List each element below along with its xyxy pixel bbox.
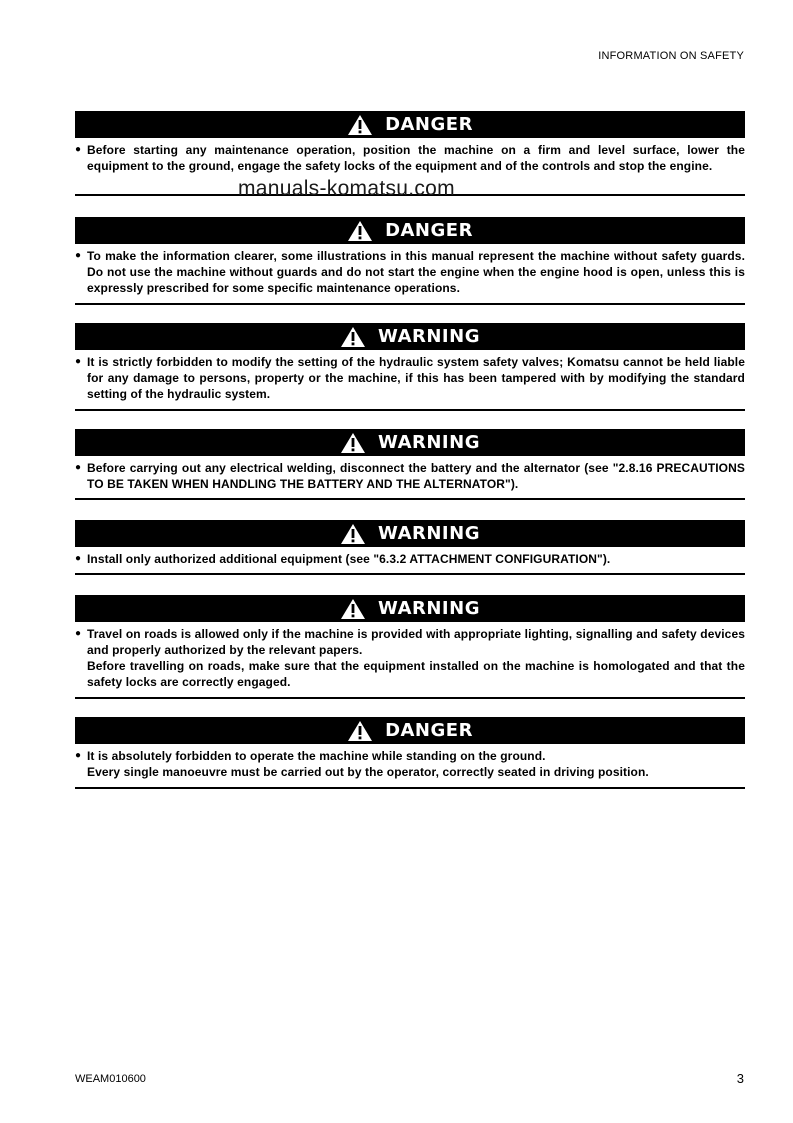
bullet-icon: ● xyxy=(75,628,82,639)
bullet-item xyxy=(75,354,745,402)
notice-body xyxy=(75,744,745,789)
safety-notice-warning xyxy=(75,520,745,575)
notice-text: To make the information clearer, some illustrations in this manual represent the machine without safety guards. Do not use the machine without guards and do not start the engine when the engine hood is open, unless this is expressly prescribed for some specific maintenance operations. xyxy=(87,249,745,295)
notice-body xyxy=(75,244,745,305)
bullet-icon: ● xyxy=(75,144,82,155)
notice-level-label: WARNING xyxy=(378,326,480,347)
bullet-icon: ● xyxy=(75,356,82,367)
bullet-item xyxy=(75,551,745,567)
bullet-item xyxy=(75,248,745,296)
safety-notice-warning xyxy=(75,323,745,411)
bullet-item xyxy=(75,748,745,780)
notice-level-label: DANGER xyxy=(385,720,473,741)
warning-triangle-icon xyxy=(340,432,366,454)
notice-header-bar xyxy=(75,429,745,456)
notice-header-bar xyxy=(75,520,745,547)
notice-level-label: WARNING xyxy=(378,432,480,453)
running-header: INFORMATION ON SAFETY xyxy=(598,50,744,62)
notice-level-label: WARNING xyxy=(378,523,480,544)
notice-text: Before starting any maintenance operation, position the machine on a firm and level surface, lower the equipment to the ground, engage the safety locks of the equipment and of the controls and stop the engine. xyxy=(87,143,745,173)
safety-notice-danger xyxy=(75,217,745,305)
document-code: WEAM010600 xyxy=(75,1073,146,1085)
watermark: manuals-komatsu.com xyxy=(238,177,455,200)
notice-body xyxy=(75,622,745,699)
bullet-icon: ● xyxy=(75,553,82,564)
notice-level-label: DANGER xyxy=(385,220,473,241)
notice-body xyxy=(75,350,745,411)
notice-level-label: WARNING xyxy=(378,598,480,619)
notice-text: Before travelling on roads, make sure that the equipment installed on the machine is homologated and that the safety locks are correctly engaged. xyxy=(87,659,745,689)
safety-notice-warning xyxy=(75,429,745,500)
notice-header-bar xyxy=(75,595,745,622)
warning-triangle-icon xyxy=(347,220,373,242)
bullet-item xyxy=(75,460,745,492)
page-number: 3 xyxy=(736,1071,744,1086)
warning-triangle-icon xyxy=(347,114,373,136)
bullet-icon: ● xyxy=(75,462,82,473)
warning-triangle-icon xyxy=(340,523,366,545)
notice-header-bar xyxy=(75,111,745,138)
bullet-item xyxy=(75,142,745,174)
bullet-icon: ● xyxy=(75,750,82,761)
notice-text: It is strictly forbidden to modify the setting of the hydraulic system safety valves; Komatsu cannot be held liable for any damage to persons, property or the machine, if this has been tampered with by modifying the standard setting of the hydraulic system. xyxy=(87,355,745,401)
warning-triangle-icon xyxy=(347,720,373,742)
warning-triangle-icon xyxy=(340,326,366,348)
bullet-item xyxy=(75,626,745,690)
notice-header-bar xyxy=(75,217,745,244)
notice-text: It is absolutely forbidden to operate the machine while standing on the ground. xyxy=(87,749,546,763)
notice-text: Every single manoeuvre must be carried out by the operator, correctly seated in driving position. xyxy=(87,765,649,779)
notice-text: Install only authorized additional equipment (see "6.3.2 ATTACHMENT CONFIGURATION"). xyxy=(87,552,611,566)
notice-header-bar xyxy=(75,717,745,744)
notice-header-bar xyxy=(75,323,745,350)
safety-notice-danger xyxy=(75,717,745,789)
bullet-icon: ● xyxy=(75,250,82,261)
notice-body xyxy=(75,456,745,500)
safety-notice-warning xyxy=(75,595,745,699)
notice-level-label: DANGER xyxy=(385,114,473,135)
notice-text: Before carrying out any electrical welding, disconnect the battery and the alternator (see "2.8.16 PRECAUTIONS TO BE TAKEN WHEN HANDLING THE BATTERY AND THE ALTERNATOR"). xyxy=(87,461,745,491)
warning-triangle-icon xyxy=(340,598,366,620)
notice-text: Travel on roads is allowed only if the machine is provided with appropriate lighting, signalling and safety devices and properly authorized by the relevant papers. xyxy=(87,627,745,657)
notice-body xyxy=(75,547,745,575)
